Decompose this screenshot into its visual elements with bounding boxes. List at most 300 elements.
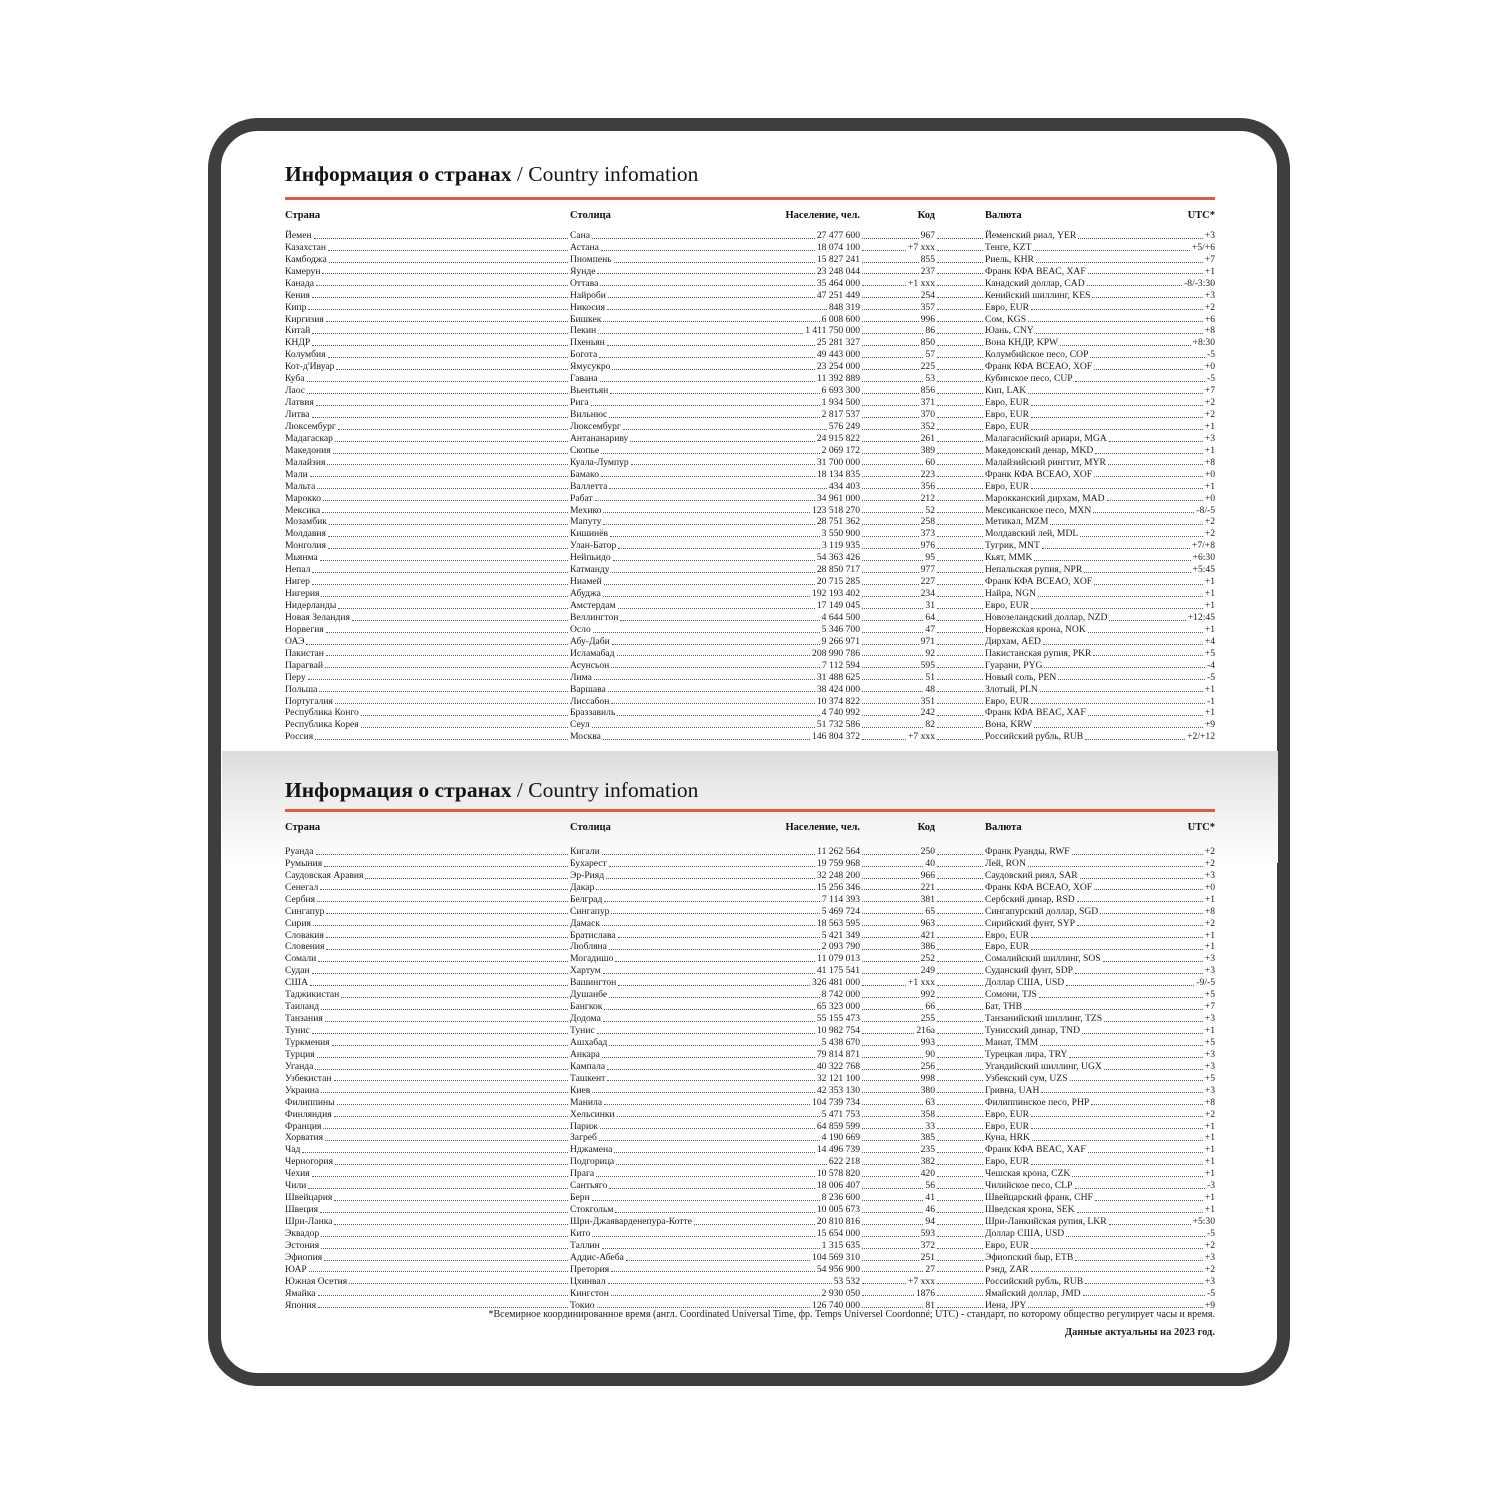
country-cell xyxy=(285,1192,570,1203)
dot-leader xyxy=(862,739,906,740)
capital-name: Белград xyxy=(570,893,603,905)
country-cell xyxy=(285,493,570,504)
country-cell xyxy=(285,373,570,384)
currency-name: Франк КФА ВСЕАО, XOF xyxy=(985,468,1093,480)
country-cell xyxy=(285,445,570,456)
country-name: Черногория xyxy=(285,1156,334,1168)
country-cell xyxy=(285,648,570,659)
capital-population-cell xyxy=(570,433,860,444)
dot-leader xyxy=(611,703,814,704)
dot-leader xyxy=(1104,1021,1203,1022)
dot-leader xyxy=(862,596,919,597)
dot-leader xyxy=(937,866,983,867)
dot-leader xyxy=(862,1069,919,1070)
phone-code-value: 351 xyxy=(920,695,935,707)
dot-leader xyxy=(1036,333,1203,334)
phone-code-value: +7 xxx xyxy=(908,1275,935,1287)
population-value: 27 477 600 xyxy=(816,229,860,241)
population-value: 54 956 900 xyxy=(816,1263,860,1275)
capital-name: Ашхабад xyxy=(570,1036,608,1048)
dot-leader xyxy=(308,679,568,680)
dot-leader xyxy=(592,1092,815,1093)
phone-code-value: 234 xyxy=(920,588,935,600)
population-value: 622 218 xyxy=(828,1156,860,1168)
gap-cell xyxy=(935,1271,985,1274)
country-cell xyxy=(285,1109,570,1120)
currency-name: Злотый, PLN xyxy=(985,683,1038,695)
dot-leader xyxy=(937,536,983,537)
dot-leader xyxy=(862,1271,923,1272)
capital-population-cell xyxy=(570,588,860,599)
utc-offset-value: +0 xyxy=(1204,361,1215,373)
dot-leader xyxy=(1077,1212,1203,1213)
gap-cell xyxy=(935,1260,985,1263)
currency-utc-cell xyxy=(985,397,1215,408)
currency-name: Евро, EUR xyxy=(985,1120,1029,1132)
capital-name: Кингстон xyxy=(570,1287,609,1299)
dot-leader xyxy=(312,973,568,974)
utc-footnote: *Всемирное координированное время (англ. Coordinated Universal Time, фр. Temps Universel Coordonné; UTC) - стандарт, по которому общество регулирует часы и время. xyxy=(488,1309,1215,1320)
country-cell xyxy=(285,1168,570,1179)
phone-code-value: 225 xyxy=(920,361,935,373)
country-cell xyxy=(285,1240,570,1251)
dot-leader xyxy=(1031,488,1203,489)
table-row xyxy=(285,941,1215,953)
header-currency-utc: Валюта UTC* xyxy=(985,210,1215,221)
country-name: Парагвай xyxy=(285,659,323,671)
table-row xyxy=(285,551,1215,563)
dot-leader xyxy=(862,500,919,501)
table-row xyxy=(285,1191,1215,1203)
country-cell xyxy=(285,1264,570,1275)
utc-offset-value: +1 xyxy=(1204,623,1215,635)
dot-leader xyxy=(603,524,814,525)
dot-leader xyxy=(937,273,983,274)
currency-name: Рэнд, ZAR xyxy=(985,1263,1029,1275)
population-value: 15 654 000 xyxy=(816,1227,860,1239)
country-cell xyxy=(285,696,570,707)
gap-cell xyxy=(935,913,985,916)
capital-population-cell xyxy=(570,1061,860,1072)
capital-population-cell xyxy=(570,1097,860,1108)
population-value: 3 550 900 xyxy=(821,528,860,540)
currency-name: Франк Руанды, RWF xyxy=(985,845,1070,857)
dot-leader xyxy=(1050,524,1202,525)
currency-name: Сингапурский доллар, SGD xyxy=(985,905,1099,917)
currency-name: Найра, NGN xyxy=(985,588,1036,600)
gap-cell xyxy=(935,703,985,706)
phone-code-value: 357 xyxy=(920,301,935,313)
country-cell xyxy=(285,1252,570,1263)
dot-leader xyxy=(338,429,568,430)
capital-population-cell xyxy=(570,684,860,695)
population-value: 1 315 635 xyxy=(821,1239,860,1251)
currency-name: Непальская рупия, NPR xyxy=(985,564,1083,576)
utc-offset-value: +1 xyxy=(1204,929,1215,941)
country-cell xyxy=(285,672,570,683)
currency-name: Кубинское песо, CUP xyxy=(985,373,1073,385)
dot-leader xyxy=(1108,464,1203,465)
dot-leader xyxy=(1075,1260,1203,1261)
capital-population-cell xyxy=(570,624,860,635)
currency-utc-cell xyxy=(985,1132,1215,1143)
phone-code-value: 386 xyxy=(920,941,935,953)
table-row xyxy=(285,241,1215,253)
gap-cell xyxy=(935,1045,985,1048)
country-cell xyxy=(285,421,570,432)
gap-cell xyxy=(935,1080,985,1083)
currency-name: Евро, EUR xyxy=(985,409,1029,420)
population-value: 32 248 200 xyxy=(816,869,860,881)
table-row xyxy=(285,1132,1215,1144)
code-cell xyxy=(860,612,935,623)
dot-leader xyxy=(862,997,919,998)
gap-cell xyxy=(935,560,985,563)
code-cell xyxy=(860,1061,935,1072)
currency-name: Евро, EUR xyxy=(985,695,1029,707)
code-cell xyxy=(860,1180,935,1191)
gap-cell xyxy=(935,854,985,857)
capital-population-cell xyxy=(570,870,860,881)
currency-utc-cell xyxy=(985,1085,1215,1096)
dot-leader xyxy=(323,500,568,501)
utc-offset-value: +2 xyxy=(1204,845,1215,857)
capital-population-cell xyxy=(570,672,860,683)
dot-leader xyxy=(937,1092,983,1093)
dot-leader xyxy=(1094,369,1203,370)
utc-offset-value: +2 xyxy=(1204,857,1215,869)
code-cell xyxy=(860,361,935,372)
dot-leader xyxy=(1082,1033,1203,1034)
population-value: 35 464 000 xyxy=(816,277,860,289)
dot-leader xyxy=(1069,1057,1202,1058)
dot-leader xyxy=(317,488,568,489)
utc-offset-value: +0 xyxy=(1204,468,1215,480)
dot-leader xyxy=(1085,739,1185,740)
country-cell xyxy=(285,719,570,730)
currency-utc-cell xyxy=(985,254,1215,265)
utc-offset-value: +1 xyxy=(1204,683,1215,695)
country-name: Таиланд xyxy=(285,1001,320,1013)
population-value: 17 149 045 xyxy=(816,600,860,611)
utc-offset-value: +7/+8 xyxy=(1191,540,1215,552)
dot-leader xyxy=(314,238,568,239)
capital-name: Тунис xyxy=(570,1025,595,1036)
dot-leader xyxy=(604,901,820,902)
dot-leader xyxy=(937,608,983,609)
table-row xyxy=(285,1120,1215,1132)
utc-offset-value: +2 xyxy=(1204,917,1215,929)
capital-population-cell xyxy=(570,882,860,893)
phone-code-value: 90 xyxy=(925,1048,935,1060)
currency-name: Тенге, KZT xyxy=(985,241,1032,253)
capital-name: Гавана xyxy=(570,373,598,385)
currency-name: Российский рубль, RUB xyxy=(985,1275,1084,1287)
phone-code-value: 593 xyxy=(920,1227,935,1239)
dot-leader xyxy=(617,655,811,656)
capital-name: Киев xyxy=(570,1084,591,1096)
currency-name: Малагасийский ариари, MGA xyxy=(985,432,1107,444)
country-name: ЮАР xyxy=(285,1263,307,1275)
dot-leader xyxy=(937,1164,983,1165)
country-name: Люксембург xyxy=(285,420,336,432)
phone-code-value: 998 xyxy=(920,1072,935,1084)
capital-population-cell xyxy=(570,576,860,587)
gap-cell xyxy=(935,1176,985,1179)
dot-leader xyxy=(862,655,923,656)
gap-cell xyxy=(935,949,985,952)
phone-code-value: 992 xyxy=(920,989,935,1001)
capital-population-cell xyxy=(570,858,860,869)
phone-code-value: +7 xxx xyxy=(908,241,935,253)
phone-code-value: 381 xyxy=(920,893,935,905)
dot-leader xyxy=(334,1080,568,1081)
capital-population-cell xyxy=(570,254,860,265)
capital-population-cell xyxy=(570,600,860,611)
capital-population-cell xyxy=(570,421,860,432)
dot-leader xyxy=(937,937,983,938)
capital-name: Стокгольм xyxy=(570,1204,614,1216)
population-value: 42 353 130 xyxy=(816,1084,860,1096)
dot-leader xyxy=(1031,417,1203,418)
country-cell xyxy=(285,930,570,941)
utc-offset-value: +3 xyxy=(1204,1060,1215,1072)
country-name: Кения xyxy=(285,289,310,301)
dot-leader xyxy=(937,560,983,561)
currency-name: Сербский динар, RSD xyxy=(985,893,1075,905)
capital-name: Душанбе xyxy=(570,989,608,1001)
accent-rule xyxy=(285,809,1215,812)
table-row xyxy=(285,1000,1215,1012)
phone-code-value: 976 xyxy=(920,540,935,552)
dot-leader xyxy=(603,973,815,974)
dot-leader xyxy=(862,1188,923,1189)
utc-offset-value: +1 xyxy=(1204,576,1215,588)
dot-leader xyxy=(937,285,983,286)
dot-leader xyxy=(1075,973,1203,974)
gap-cell xyxy=(935,1212,985,1215)
phone-code-value: 27 xyxy=(925,1263,935,1275)
table-row xyxy=(285,1060,1215,1072)
utc-offset-value: +2 xyxy=(1204,516,1215,528)
currency-utc-cell xyxy=(985,1061,1215,1072)
country-name: Канада xyxy=(285,277,315,289)
phone-code-value: 95 xyxy=(925,552,935,564)
dot-leader xyxy=(604,1104,810,1105)
dot-leader xyxy=(937,620,983,621)
capital-name: Нджамена xyxy=(570,1144,613,1156)
gap-cell xyxy=(935,333,985,336)
currency-utc-cell xyxy=(985,624,1215,635)
dot-leader xyxy=(937,1104,983,1105)
capital-name: Антананариву xyxy=(570,432,629,444)
capital-name: Астана xyxy=(570,241,599,253)
country-cell xyxy=(285,965,570,976)
population-value: 20 810 816 xyxy=(816,1216,860,1227)
capital-population-cell xyxy=(570,1121,860,1132)
population-value: 25 281 327 xyxy=(816,337,860,349)
data-year-note: Данные актуальны на 2023 год. xyxy=(1064,1327,1215,1338)
currency-name: Бат, THB xyxy=(985,1001,1022,1013)
capital-name: Ташкент xyxy=(570,1072,606,1084)
gap-cell xyxy=(935,596,985,599)
population-value: 146 804 372 xyxy=(812,731,860,743)
capital-population-cell xyxy=(570,612,860,623)
currency-name: Сомони, TJS xyxy=(985,989,1037,1001)
currency-utc-cell xyxy=(985,230,1215,241)
table-row xyxy=(285,1251,1215,1263)
code-cell xyxy=(860,325,935,336)
utc-offset-value: +7 xyxy=(1204,253,1215,265)
page-title-en: / Country infomation xyxy=(516,778,699,802)
gap-cell xyxy=(935,309,985,312)
dot-leader xyxy=(618,548,820,549)
dot-leader xyxy=(600,285,814,286)
code-cell xyxy=(860,528,935,539)
population-value: 65 323 000 xyxy=(816,1001,860,1013)
dot-leader xyxy=(607,345,815,346)
dot-leader xyxy=(937,572,983,573)
gap-cell xyxy=(935,997,985,1000)
phone-code-value: 421 xyxy=(920,929,935,941)
dot-leader xyxy=(321,1092,568,1093)
dot-leader xyxy=(937,1200,983,1201)
capital-population-cell xyxy=(570,325,860,336)
dot-leader xyxy=(937,1283,983,1284)
header-code: Код xyxy=(917,210,935,221)
dot-leader xyxy=(326,949,568,950)
dot-leader xyxy=(862,572,919,573)
capital-population-cell xyxy=(570,953,860,964)
capital-name: Пхеньян xyxy=(570,337,605,349)
code-cell xyxy=(860,373,935,384)
gap-cell xyxy=(935,715,985,718)
capital-name: Токио xyxy=(570,1299,595,1311)
utc-offset-value: +3 xyxy=(1204,965,1215,977)
currency-name: Евро, EUR xyxy=(985,941,1029,953)
dot-leader xyxy=(1031,949,1203,950)
country-name: ОАЭ xyxy=(285,635,305,647)
dot-leader xyxy=(618,985,810,986)
capital-population-cell xyxy=(570,1049,860,1060)
table-row xyxy=(285,456,1215,468)
dot-leader xyxy=(592,238,815,239)
table-row xyxy=(285,432,1215,444)
capital-name: Братислава xyxy=(570,929,616,941)
currency-name: Малайзийский ринггит, MYR xyxy=(985,456,1106,468)
dot-leader xyxy=(862,889,919,890)
dot-leader xyxy=(862,238,919,239)
currency-name: Франк КФА BEAC, XAF xyxy=(985,265,1086,277)
dot-leader xyxy=(335,1164,568,1165)
code-cell xyxy=(860,894,935,905)
currency-name: Вона, KRW xyxy=(985,719,1033,731)
dot-leader xyxy=(321,1009,568,1010)
capital-name: Могадишо xyxy=(570,953,614,965)
table-row xyxy=(285,1096,1215,1108)
dot-leader xyxy=(862,727,923,728)
utc-offset-value: +2 xyxy=(1204,397,1215,409)
country-cell xyxy=(285,1180,570,1191)
dot-leader xyxy=(862,262,919,263)
currency-name: Филиппинское песо, PHP xyxy=(985,1096,1090,1108)
dot-leader xyxy=(862,973,919,974)
country-cell xyxy=(285,361,570,372)
gap-cell xyxy=(935,357,985,360)
dot-leader xyxy=(937,878,983,879)
currency-utc-cell xyxy=(985,1180,1215,1191)
population-value: 4 740 992 xyxy=(821,707,860,719)
code-cell xyxy=(860,977,935,988)
currency-utc-cell xyxy=(985,325,1215,336)
dot-leader xyxy=(614,262,815,263)
gap-cell xyxy=(935,369,985,372)
dot-leader xyxy=(937,1021,983,1022)
dot-leader xyxy=(608,297,815,298)
dot-leader xyxy=(592,727,815,728)
table-row xyxy=(285,869,1215,881)
country-name: Шри-Ланка xyxy=(285,1216,333,1227)
country-cell xyxy=(285,977,570,988)
dot-leader xyxy=(937,548,983,549)
dot-leader xyxy=(862,949,919,950)
dot-leader xyxy=(603,739,810,740)
country-name: Мозамбик xyxy=(285,516,327,528)
dot-leader xyxy=(862,250,906,251)
table-row xyxy=(285,372,1215,384)
dot-leader xyxy=(602,925,815,926)
country-name: Йемен xyxy=(285,229,312,241)
country-name: Латвия xyxy=(285,397,314,409)
population-value: 6 008 600 xyxy=(821,313,860,325)
capital-name: Кампала xyxy=(570,1060,606,1072)
dot-leader xyxy=(611,667,820,668)
dot-leader xyxy=(937,961,983,962)
dot-leader xyxy=(862,381,923,382)
country-name: Уганда xyxy=(285,1060,314,1072)
capital-name: Ниамей xyxy=(570,576,602,588)
header-country: Страна xyxy=(285,210,321,221)
dot-leader xyxy=(592,1236,814,1237)
country-cell xyxy=(285,576,570,587)
currency-name: Македонский денар, MKD xyxy=(985,444,1094,456)
currency-name: Кип, LAK xyxy=(985,385,1027,397)
code-cell xyxy=(860,1121,935,1132)
capital-population-cell xyxy=(570,349,860,360)
table-row xyxy=(285,492,1215,504)
capital-population-cell xyxy=(570,397,860,408)
table-row xyxy=(285,336,1215,348)
currency-name: Иена, JPY xyxy=(985,1299,1027,1311)
code-cell xyxy=(860,349,935,360)
currency-name: Суданский фунт, SDP xyxy=(985,965,1073,977)
gap-cell xyxy=(935,572,985,575)
dot-leader xyxy=(1083,1295,1205,1296)
population-value: 28 850 717 xyxy=(816,564,860,576)
table-row xyxy=(285,1072,1215,1084)
currency-name: Российский рубль, RUB xyxy=(985,731,1084,743)
dot-leader xyxy=(603,512,810,513)
dot-leader xyxy=(313,925,568,926)
dot-leader xyxy=(937,524,983,525)
country-cell xyxy=(285,989,570,1000)
population-value: 10 578 820 xyxy=(816,1168,860,1180)
dot-leader xyxy=(937,854,983,855)
code-cell xyxy=(860,278,935,289)
currency-name: Саудовский риял, SAR xyxy=(985,869,1078,881)
population-value: 126 740 000 xyxy=(812,1299,860,1311)
country-cell xyxy=(285,600,570,611)
